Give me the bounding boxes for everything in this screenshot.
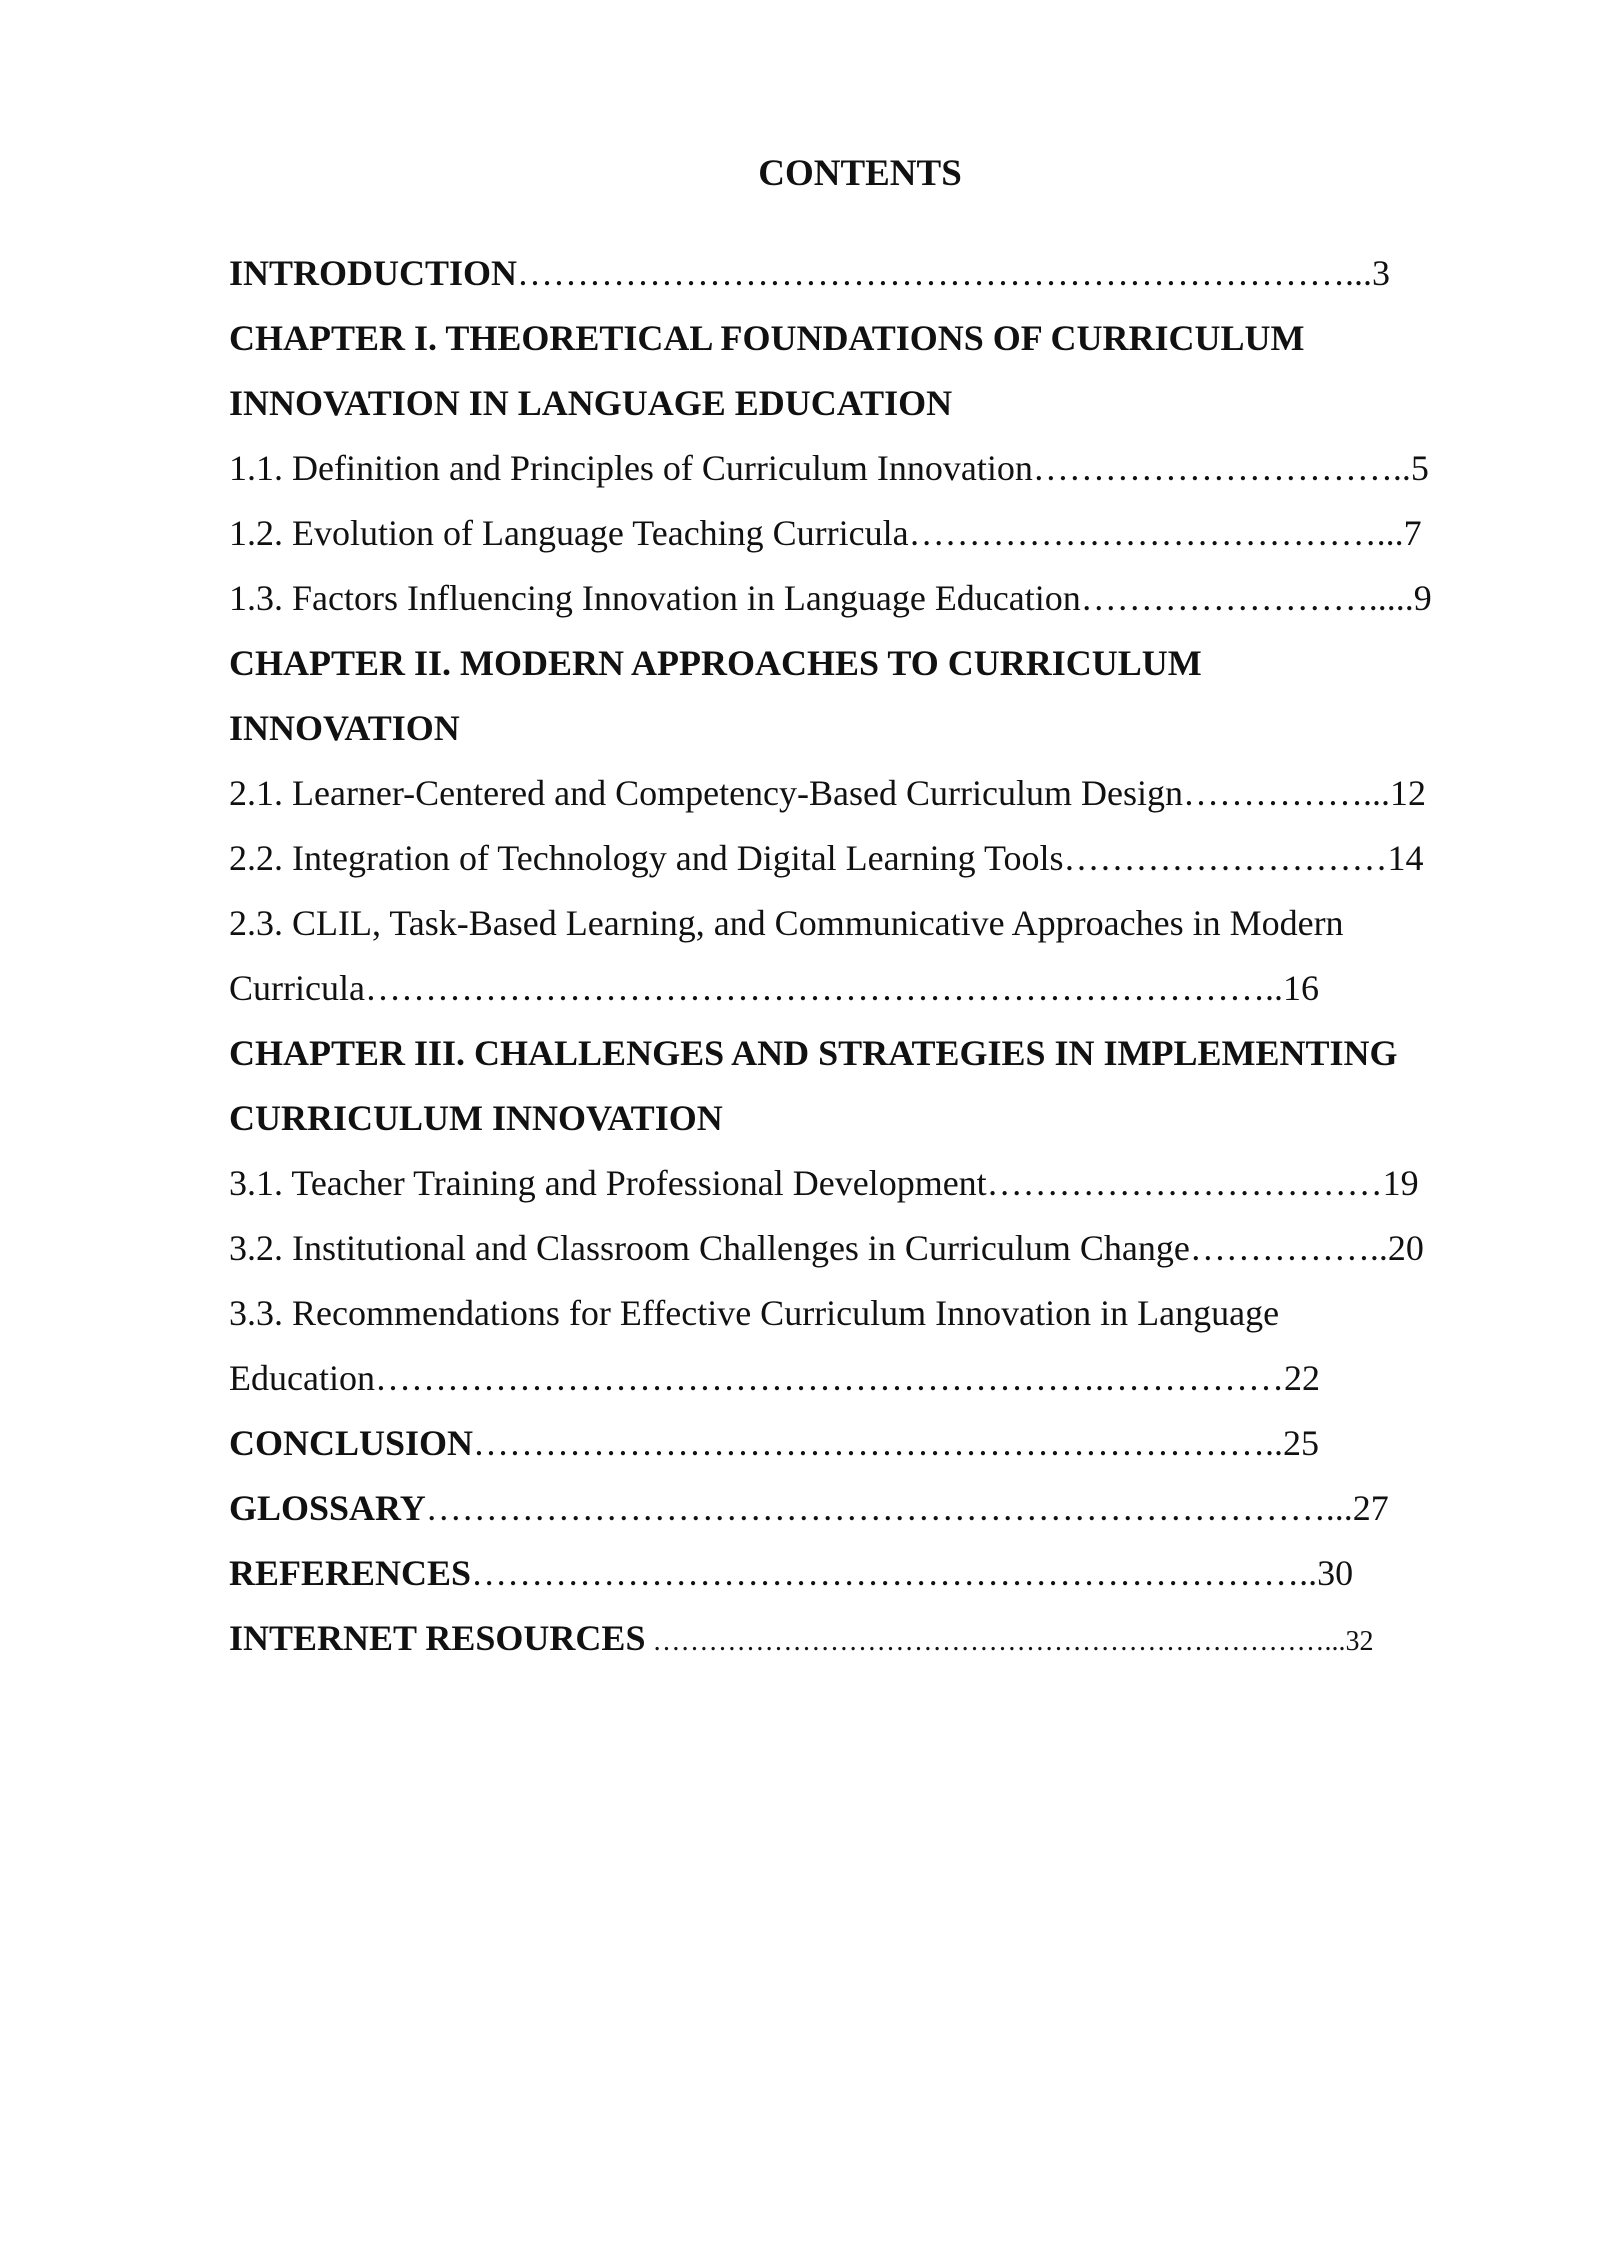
toc-entry-3-3[interactable] (229, 1281, 1487, 1346)
toc-leader-page: …………………….....9 (1080, 578, 1432, 618)
toc-chapter-title: CHAPTER III. CHALLENGES AND STRATEGIES IN IMPLEMENTING (229, 1033, 1398, 1073)
toc-entry-title: 1.3. Factors Influencing Innovation in Language Education (229, 578, 1081, 618)
toc-leader-page: ……………………………19 (986, 1163, 1419, 1203)
toc-entry-title: CONCLUSION (229, 1423, 474, 1463)
toc-chapter-title: CURRICULUM INNOVATION (229, 1098, 723, 1138)
toc-chapter-title: INNOVATION (229, 708, 460, 748)
toc-entry-title: 2.3. CLIL, Task-Based Learning, and Communicative Approaches in Modern (229, 903, 1344, 943)
toc-entry-1-2[interactable] (229, 501, 1487, 566)
toc-chapter-title: INNOVATION IN LANGUAGE EDUCATION (229, 383, 953, 423)
toc-entry-2-2[interactable] (229, 826, 1487, 891)
toc-entry-introduction[interactable] (229, 241, 1487, 306)
toc-chapter-3-cont[interactable] (229, 1086, 1487, 1151)
toc-entry-2-1[interactable] (229, 761, 1487, 826)
toc-entry-title: 1.1. Definition and Principles of Curriculum Innovation (229, 448, 1033, 488)
toc-entry-title: Curricula (229, 968, 365, 1008)
toc-entry-title: INTERNET RESOURCES (229, 1618, 646, 1658)
toc-leader-page: ……………...12 (1182, 773, 1426, 813)
toc-entry-references[interactable] (229, 1541, 1487, 1606)
toc-entry-title: 2.2. Integration of Technology and Digital Learning Tools (229, 838, 1064, 878)
toc-entry-1-1[interactable] (229, 436, 1487, 501)
toc-leader-page: ……………………………………………………………...3 (517, 253, 1391, 293)
toc-entry-2-3[interactable] (229, 891, 1487, 956)
toc-chapter-1[interactable] (229, 306, 1487, 371)
toc-chapter-2[interactable] (229, 631, 1487, 696)
contents-heading: CONTENTS (758, 153, 962, 194)
toc-entry-3-2[interactable] (229, 1216, 1487, 1281)
toc-leader-page: ……………..20 (1189, 1228, 1424, 1268)
toc-leader-page: …………………………………………………………………...27 (425, 1488, 1389, 1528)
toc-leader-page: ………………………14 (1063, 838, 1424, 878)
toc-entry-conclusion[interactable] (229, 1411, 1487, 1476)
toc-entry-1-3[interactable] (229, 566, 1487, 631)
toc-chapter-3[interactable] (229, 1021, 1487, 1086)
toc-entry-title: INTRODUCTION (229, 253, 518, 293)
toc-leader-page: …………………………………...7 (908, 513, 1422, 553)
toc-entry-title: GLOSSARY (229, 1488, 426, 1528)
toc-leader-page: …………………………………………………………………..16 (364, 968, 1319, 1008)
toc-entry-title: 3.1. Teacher Training and Professional Development (229, 1163, 987, 1203)
toc-entry-title: 2.1. Learner-Centered and Competency-Based Curriculum Design (229, 773, 1183, 813)
table-of-contents (229, 241, 1487, 1671)
toc-entry-title: 3.2. Institutional and Classroom Challenges in Curriculum Change (229, 1228, 1190, 1268)
toc-leader-page: ………………………………………………………………...32 (645, 1626, 1374, 1657)
toc-leader-page: …………………………………………………….……………22 (374, 1358, 1320, 1398)
toc-entry-2-3-cont[interactable] (229, 956, 1487, 1021)
toc-entry-glossary[interactable] (229, 1476, 1487, 1541)
toc-entry-title: 1.2. Evolution of Language Teaching Curricula (229, 513, 909, 553)
toc-leader-page: …………………………………………………………..25 (473, 1423, 1320, 1463)
toc-chapter-title: CHAPTER I. THEORETICAL FOUNDATIONS OF CURRICULUM (229, 318, 1305, 358)
toc-entry-title: 3.3. Recommendations for Effective Curriculum Innovation in Language (229, 1293, 1280, 1333)
toc-leader-page: ……………………………………………………………..30 (471, 1553, 1354, 1593)
toc-chapter-title: CHAPTER II. MODERN APPROACHES TO CURRICULUM (229, 643, 1202, 683)
toc-leader-page: …………………………..5 (1032, 448, 1429, 488)
toc-entry-3-3-cont[interactable] (229, 1346, 1487, 1411)
toc-entry-3-1[interactable] (229, 1151, 1487, 1216)
toc-chapter-2-cont[interactable] (229, 696, 1487, 761)
toc-entry-internet-resources[interactable] (229, 1606, 1487, 1671)
toc-entry-title: REFERENCES (229, 1553, 472, 1593)
toc-chapter-1-cont[interactable] (229, 371, 1487, 436)
toc-entry-title: Education (229, 1358, 375, 1398)
